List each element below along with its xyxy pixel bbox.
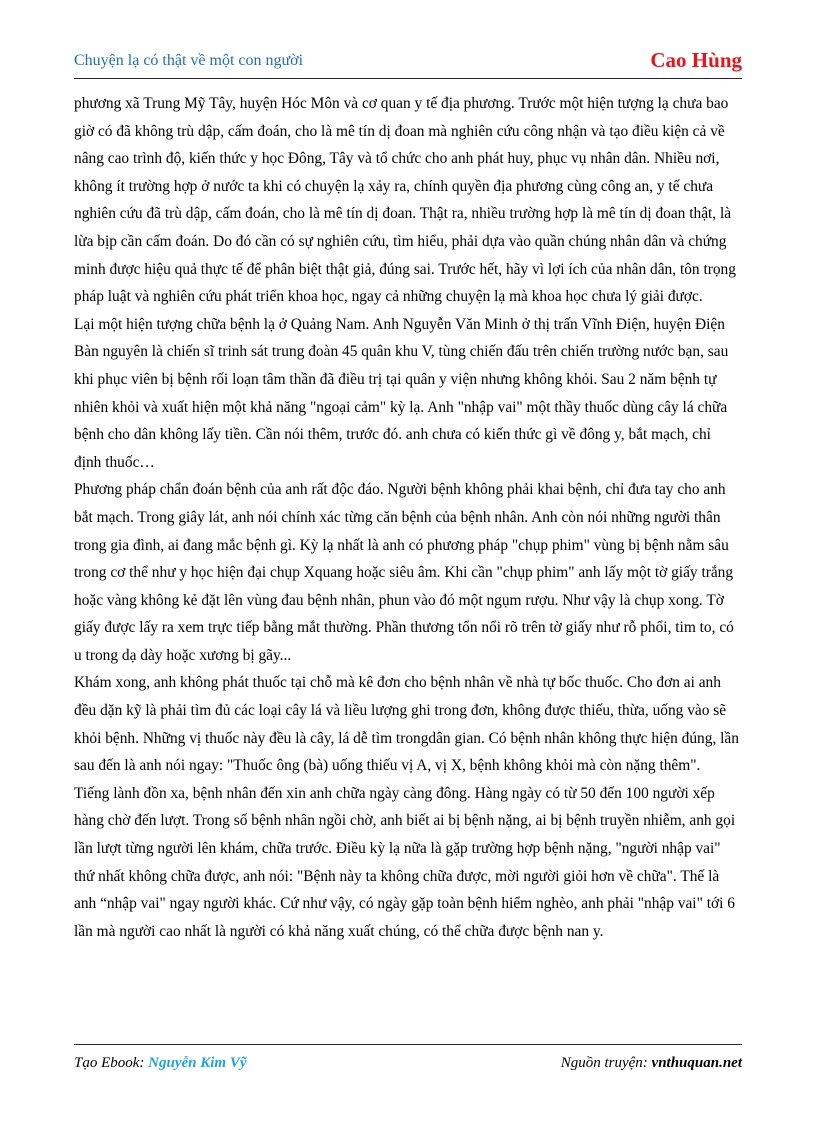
ebook-creator-name: Nguyễn Kim Vỹ [148, 1055, 247, 1071]
author-name: Cao Hùng [650, 48, 742, 72]
page-header [74, 50, 742, 79]
source-label: Nguồn truyện [560, 1055, 643, 1071]
source-separator: : [642, 1055, 652, 1071]
ebook-separator: : [139, 1055, 149, 1071]
ebook-label: Tạo Ebook [74, 1055, 140, 1071]
source-credit [561, 1055, 742, 1072]
paragraph: Phương pháp chẩn đoán bệnh của anh rất độc đáo. Người bệnh không phải khai bệnh, chỉ đưa tay cho anh bắt mạch. Trong giây lát, anh nói chính xác từng căn bệnh của bệnh nhân. Anh còn nói những người thân trong gia đình, ai đang mắc bệnh gì. Kỳ lạ nhất là anh có phương pháp "chụp phim" vùng bị bệnh nằm sâu trong cơ thể như y học hiện đại chụp Xquang hoặc siêu âm. Khi cần "chụp phim" anh lấy một tờ giấy trắng hoặc vàng không kẻ đặt lên vùng đau bệnh nhân, phun vào đó một ngụm rượu. Như vậy là chụp xong. Tờ giấy được lấy ra xem trực tiếp bằng mắt thường. Phần thương tổn nổi rõ trên tờ giấy như rỗ phổi, tim to, có u trong dạ dày hoặc xương bị gãy... [74, 481, 734, 664]
book-title: Chuyện lạ có thật về một con người [74, 52, 304, 69]
paragraph: Tiếng lành đồn xa, bệnh nhân đến xin anh chữa ngày càng đông. Hàng ngày có từ 50 đến 100 người xếp hàng chờ đến lượt. Trong số bệnh nhân ngồi chờ, anh biết ai bị bệnh nặng, ai bị bệnh truyền nhiễm, anh gọi lần lượt từng người lên khám, chữa trước. Điều kỳ lạ nữa là gặp trường hợp bệnh nặng, "người nhập vai" thứ nhất không chữa được, anh nói: "Bệnh này ta không chữa được, mời người giỏi hơn về chữa". Thế là anh “nhập vai" ngay người khác. Cứ như vậy, có ngày gặp toàn bệnh hiểm nghèo, anh phải "nhập vai" tới 6 lần mà người cao nhất là người có khả năng xuất chúng, có thể chữa được bệnh nan y. [74, 784, 736, 940]
page-footer [74, 1044, 742, 1069]
paragraph: phương xã Trung Mỹ Tây, huyện Hóc Môn và cơ quan y tế địa phương. Trước một hiện tượng lạ chưa bao giờ có đã không trù dập, cấm đoán, cho là mê tín dị đoan mà nghiên cứu công nhận và tạo điều kiện cả về nâng cao trình độ, kiến thức y học Đông, Tây và tổ chức cho anh phát huy, phục vụ nhân dân. Nhiều nơi, không ít trường hợp ở nước ta khi có chuyện lạ xảy ra, chính quyền địa phương cùng công an, y tế chưa nghiên cứu đã trù dập, cấm đoán, cho là mê tín dị đoan. Thật ra, nhiều trường hợp là mê tín dị đoan thật, là lừa bịp cần cấm đoán. Do đó cần có sự nghiên cứu, tìm hiểu, phải dựa vào quần chúng nhân dân và chứng minh được hiệu quả thực tế để phân biệt thật giả, đúng sai. Trước hết, hãy vì lợi ích của nhân dân, tôn trọng pháp luật và nghiên cứu phát triển khoa học, ngay cả những chuyện lạ mà khoa học chưa lý giải được. [74, 95, 736, 306]
paragraph: Lại một hiện tượng chữa bệnh lạ ở Quảng Nam. Anh Nguyễn Văn Minh ở thị trấn Vĩnh Điện, huyện Điện Bàn nguyên là chiến sĩ trinh sát trung đoàn 45 quân khu V, tùng chiến đấu trên chiến trường nước bạn, sau khi phục viên bị bệnh rối loạn tâm thần đã điều trị tại quân y viện nhưng không khỏi. Sau 2 năm bệnh tự nhiên khỏi và xuất hiện một khả năng "ngoại cảm" kỳ lạ. Anh "nhập vai" một thầy thuốc dùng cây lá chữa bệnh cho dân không lấy tiền. Cần nói thêm, trước đó. anh chưa có kiến thức gì về đông y, bắt mạch, chỉ định thuốc… [74, 315, 729, 471]
source-site: vnthuquan.net [651, 1055, 742, 1071]
ebook-credit [74, 1055, 247, 1072]
paragraph: Khám xong, anh không phát thuốc tại chỗ mà kê đơn cho bệnh nhân về nhà tự bốc thuốc. Cho đơn ai anh đều dặn kỹ là phải tìm đủ các loại cây lá và liều lượng ghi trong đơn, không được thiếu, thừa, uống vào sẽ khỏi bệnh. Những vị thuốc này đều là cây, lá dễ tìm trongdân gian. Có bệnh nhân không thực hiện đúng, lần sau đến là anh nói ngay: "Thuốc ông (bà) uống thiếu vị A, vị X, bệnh không khỏi mà còn nặng thêm". [74, 674, 739, 775]
page-body [74, 90, 742, 945]
